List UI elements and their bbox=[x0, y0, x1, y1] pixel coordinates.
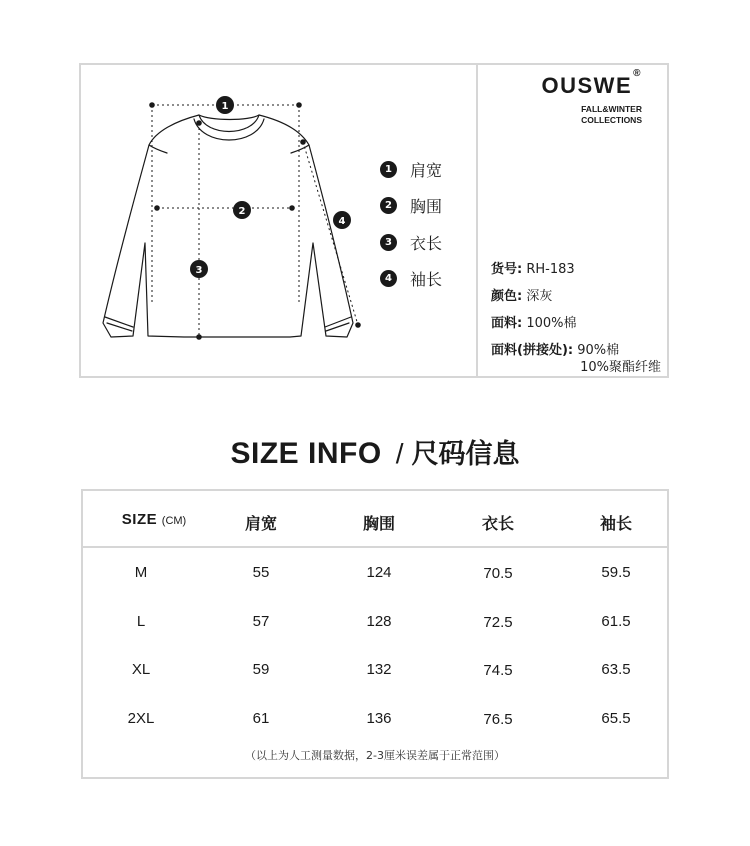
number-3-icon: 3 bbox=[380, 234, 397, 251]
section-title bbox=[0, 432, 750, 471]
cell-size: XL bbox=[131, 661, 151, 678]
legend-label: 袖长 bbox=[410, 270, 443, 290]
left-cuff bbox=[105, 317, 133, 331]
table-header bbox=[83, 491, 667, 548]
cell-chest: 128 bbox=[366, 613, 392, 630]
legend-label: 衣长 bbox=[410, 233, 443, 253]
brand-tagline: FALL&WINTER COLLECTIONS bbox=[581, 104, 642, 125]
header-chest: 胸围 bbox=[362, 514, 396, 533]
cell-length: 74.5 bbox=[483, 662, 513, 679]
legend-label: 胸围 bbox=[410, 197, 443, 217]
right-cuff bbox=[325, 317, 351, 331]
garment-panel bbox=[79, 63, 669, 378]
cell-length: 70.5 bbox=[483, 565, 513, 582]
panel-divider bbox=[476, 65, 478, 376]
cell-size: 2XL bbox=[127, 710, 155, 727]
svg-text:4: 4 bbox=[338, 216, 346, 227]
cell-length: 72.5 bbox=[483, 614, 513, 631]
sweater-outline bbox=[103, 115, 353, 337]
cell-size: M bbox=[134, 564, 148, 581]
cell-chest: 136 bbox=[366, 710, 392, 727]
size-table bbox=[81, 489, 669, 779]
marker-2-icon bbox=[233, 201, 251, 219]
legend-item-chest bbox=[380, 188, 442, 225]
header-sleeve: 袖长 bbox=[599, 514, 633, 533]
cell-shoulder: 61 bbox=[252, 710, 270, 727]
number-2-icon: 2 bbox=[380, 197, 397, 214]
legend-item-sleeve bbox=[380, 261, 442, 298]
cell-sleeve: 65.5 bbox=[601, 710, 631, 727]
cell-chest: 124 bbox=[366, 564, 392, 581]
brand-logo: OUSWE® bbox=[541, 67, 642, 98]
measurement-note: （以上为人工测量数据，2-3厘米误差属于正常范围） bbox=[245, 749, 505, 762]
splice-fabric-continued: 10%聚酯纤维 bbox=[580, 360, 661, 375]
marker-3-icon bbox=[190, 260, 208, 278]
fabric-row: 面料: 100%棉 bbox=[491, 316, 577, 331]
registered-mark: ® bbox=[633, 67, 642, 79]
number-1-icon: 1 bbox=[380, 161, 397, 178]
cell-size: L bbox=[136, 613, 146, 630]
legend-item-shoulder bbox=[380, 151, 442, 188]
cell-sleeve: 59.5 bbox=[601, 564, 631, 581]
legend-label: 肩宽 bbox=[410, 160, 443, 180]
cell-sleeve: 63.5 bbox=[601, 661, 631, 678]
color-row: 颜色: 深灰 bbox=[491, 289, 553, 304]
svg-text:2: 2 bbox=[238, 206, 246, 217]
marker-1-icon bbox=[216, 96, 234, 114]
product-info bbox=[491, 256, 661, 377]
title-english: SIZE INFO bbox=[230, 437, 382, 470]
cell-length: 76.5 bbox=[483, 711, 513, 728]
svg-text:3: 3 bbox=[195, 265, 203, 276]
header-shoulder: 肩宽 bbox=[244, 514, 278, 533]
cell-sleeve: 61.5 bbox=[601, 613, 631, 630]
cell-shoulder: 55 bbox=[252, 564, 270, 581]
svg-text:1: 1 bbox=[221, 101, 229, 112]
measurement-legend bbox=[380, 151, 442, 297]
cell-chest: 132 bbox=[366, 661, 392, 678]
title-separator: / bbox=[395, 438, 404, 469]
header-length: 衣长 bbox=[481, 514, 515, 533]
cell-shoulder: 59 bbox=[252, 661, 270, 678]
legend-item-length bbox=[380, 224, 442, 261]
item-number-row: 货号: RH-183 bbox=[491, 262, 575, 277]
cell-shoulder: 57 bbox=[252, 613, 270, 630]
number-4-icon: 4 bbox=[380, 270, 397, 287]
header-size: SIZE (CM) bbox=[121, 511, 187, 528]
brand-block bbox=[541, 67, 643, 126]
title-chinese: 尺码信息 bbox=[411, 439, 520, 470]
marker-4-icon bbox=[333, 211, 351, 229]
splice-fabric-row: 面料(拼接处): 90%棉 bbox=[491, 343, 620, 358]
sleeve-line bbox=[303, 142, 358, 325]
